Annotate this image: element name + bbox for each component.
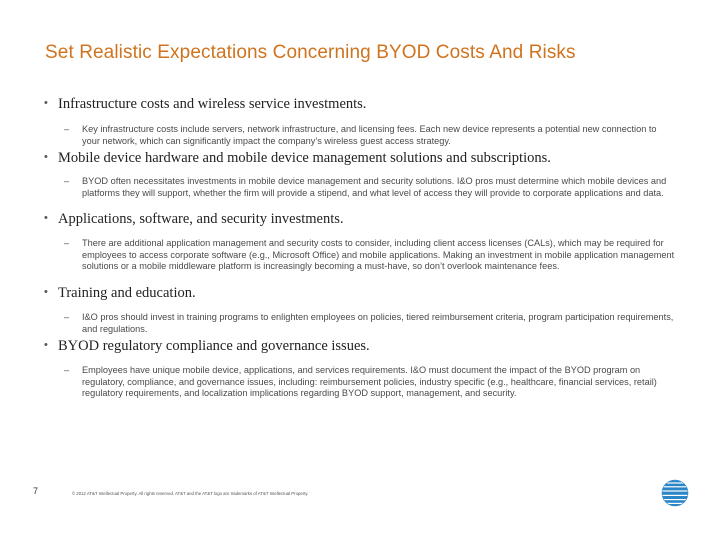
sub-dash: – [64, 365, 70, 375]
slide-title: Set Realistic Expectations Concerning BYOD Costs And Risks [45, 42, 576, 63]
bullet-heading-applications [44, 211, 344, 228]
bullet-detail-applications [64, 238, 676, 273]
bullet-dot: • [44, 212, 48, 224]
bullet-heading-training [44, 285, 196, 302]
att-globe-icon [661, 479, 689, 507]
sub-dash: – [64, 176, 70, 186]
bullet-detail-text: I&O pros should invest in training programs to enlighten employees on policies, tiered reimbursement criteria, program participation requirements, and regulations. [82, 312, 674, 334]
bullet-dot: • [44, 286, 48, 298]
page-number: 7 [33, 486, 39, 496]
bullet-detail-text: BYOD often necessitates investments in mobile device management and security solutions. I&O pros must determine which mobile devices and platforms they will support, whether the firm will provide a stipend, and what level of access they will provide to corporate applications and data. [82, 176, 667, 198]
bullet-detail-text: Key infrastructure costs include servers, network infrastructure, and licensing fees. Each new device represents a potential new connection to your network, which can significantly impact the company’s wireless guest access strategy. [82, 124, 657, 146]
sub-dash: – [64, 124, 70, 134]
bullet-dot: • [44, 97, 48, 109]
bullet-detail-text: Employees have unique mobile device, applications, and services requirements. I&O must document the impact of the BYOD program on regulatory, compliance, and governance issues, including: reimbursement policies, industry specific (e.g., healthcare, financial services, retail) regulatory requirements, and localization implications regarding BYOD support, management, and security. [82, 365, 657, 399]
sub-dash: – [64, 312, 70, 322]
bullet-dot: • [44, 151, 48, 163]
bullet-detail-mobile-device [64, 176, 676, 199]
bullet-detail-training [64, 312, 676, 335]
bullet-heading-infrastructure [44, 96, 366, 113]
sub-dash: – [64, 238, 70, 248]
bullet-heading-text: Applications, software, and security investments. [58, 211, 344, 227]
bullet-detail-compliance [64, 365, 676, 400]
bullet-dot: • [44, 339, 48, 351]
bullet-heading-text: Training and education. [58, 285, 196, 301]
bullet-detail-text: There are additional application management and security costs to consider, including client access licenses (CALs), which may be required for employees to access corporate software (e.g., Microsoft Office) and mobile applications. Making an investment in mobile application management solutions or a mobile middleware platform is increasingly becoming a must-have, so don’t overlook maintenance fees. [82, 238, 675, 272]
bullet-heading-compliance [44, 338, 370, 355]
bullet-heading-mobile-device [44, 150, 551, 167]
bullet-heading-text: BYOD regulatory compliance and governance issues. [58, 338, 370, 354]
bullet-heading-text: Mobile device hardware and mobile device management solutions and subscriptions. [58, 150, 551, 166]
bullet-detail-infrastructure [64, 124, 676, 147]
bullet-heading-text: Infrastructure costs and wireless service investments. [58, 96, 367, 112]
footer-copyright: © 2012 AT&T Intellectual Property. All rights reserved. AT&T and the AT&T logo are trademarks of AT&T Intellectual Property. [72, 491, 309, 496]
